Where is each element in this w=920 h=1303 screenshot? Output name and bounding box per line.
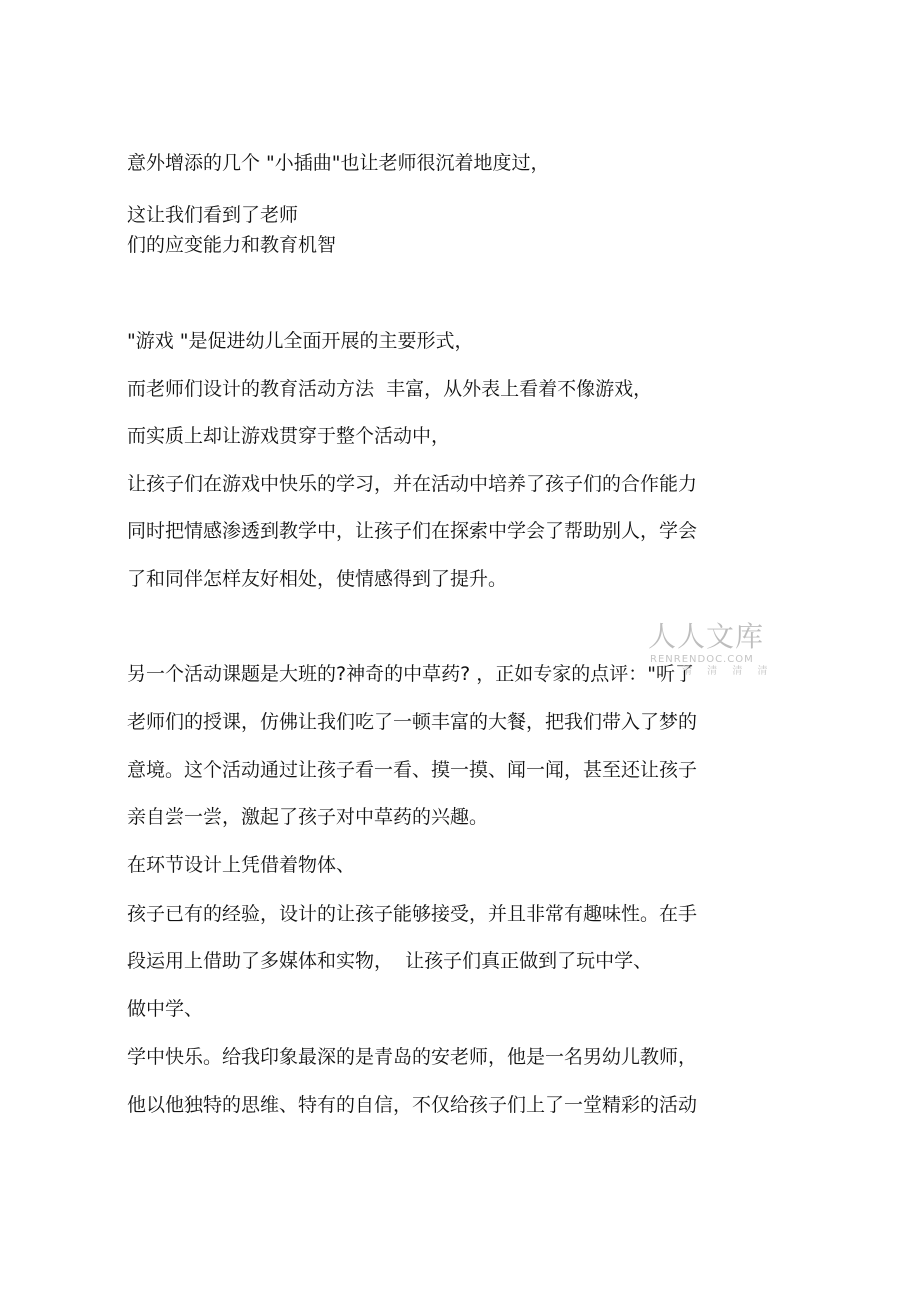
text-line: 他以他独特的思维、特有的自信，不仅给孩子们上了一堂精彩的活动 (127, 1094, 698, 1116)
text-line: 这让我们看到了老师 (127, 204, 299, 226)
text-line: 了和同伴怎样友好相处，使情感得到了提升。 (127, 568, 508, 590)
text-line: 让孩子们在游戏中快乐的学习，并在活动中培养了孩子们的合作能力 (127, 473, 698, 495)
text-line: 意外增添的几个 "小插曲"也让老师很沉着地度过， (127, 152, 550, 174)
text-line: 另一个活动课题是大班的?神奇的中草药? ，正如专家的点评："听了 (127, 663, 694, 685)
text-line: 们的应变能力和教育机智 (127, 234, 337, 256)
text-line: 段运用上借助了多媒体和实物， 让孩子们真正做到了玩中学、 (127, 950, 653, 972)
text-line: "游戏 "是促进幼儿全面开展的主要形式， (127, 330, 474, 352)
text-line: 做中学、 (127, 998, 204, 1020)
text-line: 老师们的授课，仿佛让我们吃了一顿丰富的大餐，把我们带入了梦的 (127, 711, 698, 733)
text-line: 而实质上却让游戏贯穿于整个活动中， (127, 425, 451, 447)
text-line: 而老师们设计的教育活动方法 丰富，从外表上看着不像游戏， (127, 378, 653, 400)
watermark-logo (640, 620, 780, 684)
text-line: 学中快乐。给我印象最深的是青岛的安老师，他是一名男幼儿教师， (127, 1046, 698, 1068)
watermark-site: RENRENDOC.COM (650, 654, 754, 665)
text-line: 孩子已有的经验，设计的让孩子能够接受，并且非常有趣味性。在手 (127, 903, 698, 925)
text-line: 亲自尝一尝，激起了孩子对中草药的兴趣。 (127, 806, 489, 828)
watermark-title: 人人文库 (648, 620, 765, 653)
text-line: 同时把情感渗透到教学中，让孩子们在探索中学会了帮助别人，学会 (127, 520, 698, 542)
text-line: 在环节设计上凭借着物体、 (127, 854, 356, 876)
watermark-slogan: 清 清 清 清 (682, 666, 774, 677)
text-line: 意境。这个活动通过让孩子看一看、摸一摸、闻一闻，甚至还让孩子 (127, 759, 698, 781)
